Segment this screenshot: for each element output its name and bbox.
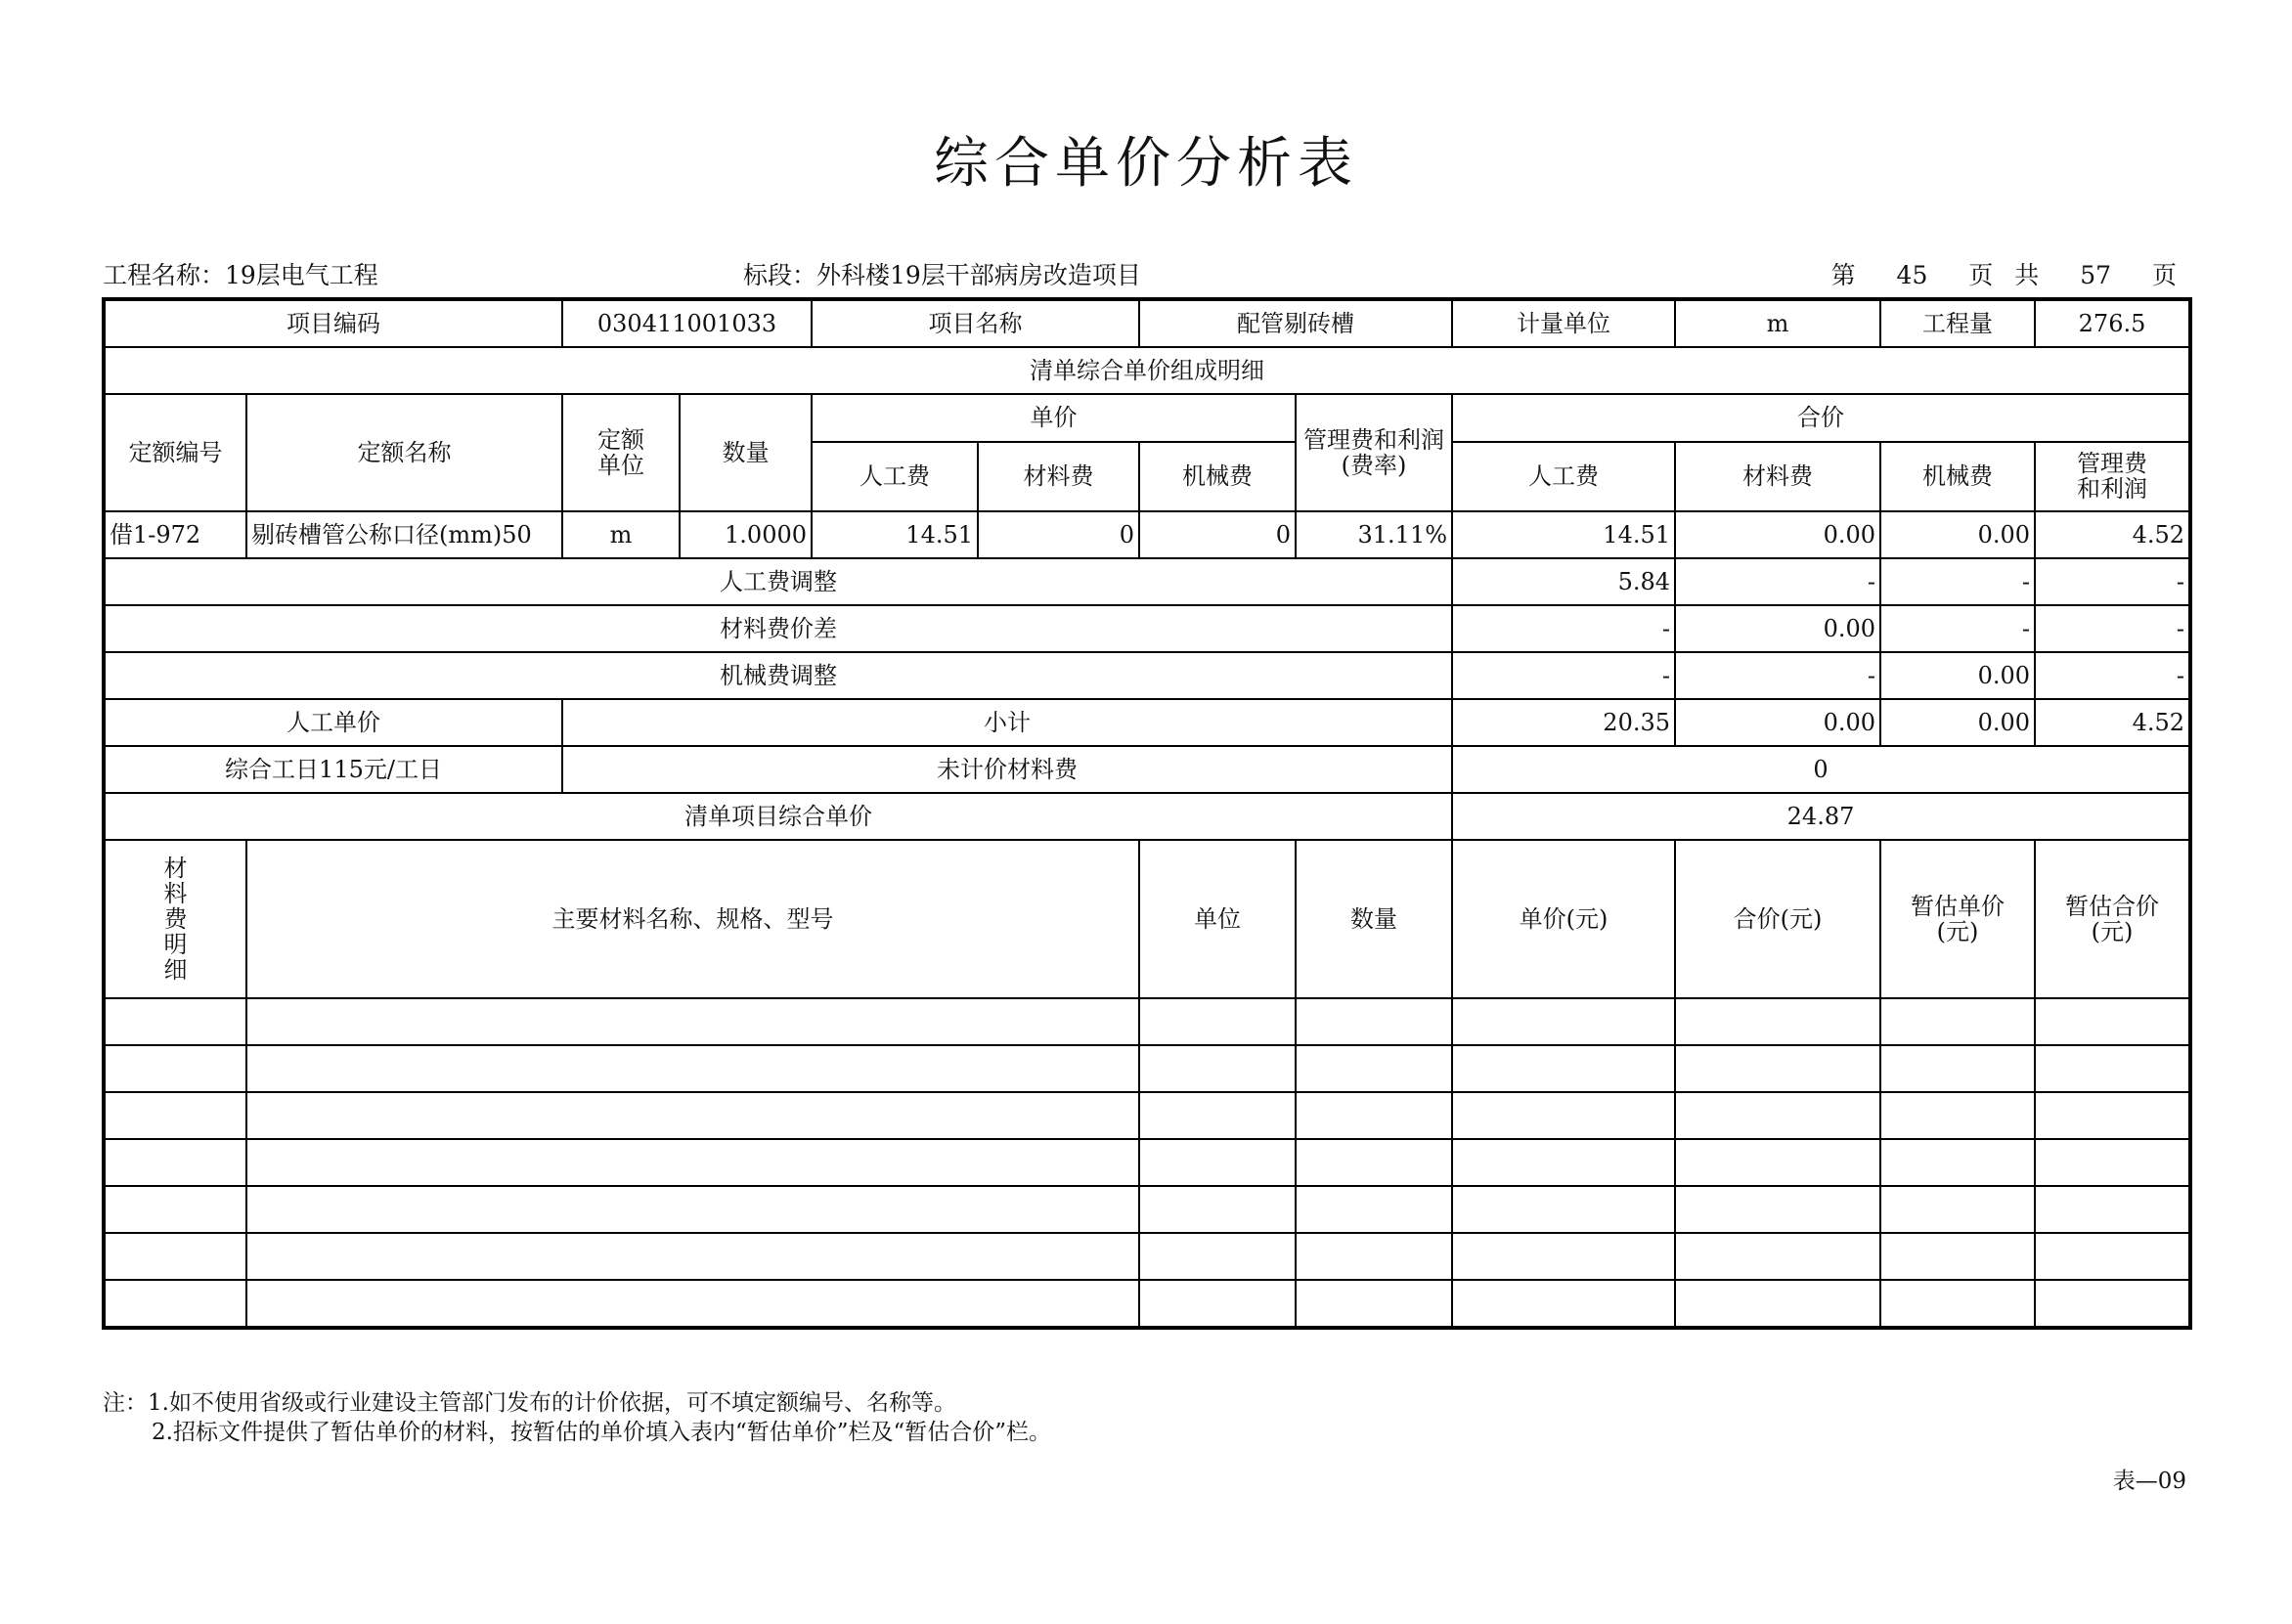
total-labor: 14.51 [1452,511,1675,558]
material-row [104,1280,2190,1328]
adjust-mgmt: - [2035,652,2190,699]
subtotal-labor: 20.35 [1452,699,1675,746]
subtotal-machine: 0.00 [1880,699,2035,746]
material-row [104,1092,2190,1139]
material-qty: 数量 [1296,840,1452,998]
item-name-label: 项目名称 [812,299,1139,347]
adjust-labor: - [1452,652,1675,699]
col-mgmt-rate: 管理费和利润(费率) [1296,394,1452,511]
adjust-mgmt: - [2035,605,2190,652]
material-row [104,1045,2190,1092]
adjust-material: - [1675,558,1880,605]
item-code: 030411001033 [562,299,812,347]
detail-title: 清单综合单价组成明细 [104,347,2190,394]
col-t-machine: 机械费 [1880,442,2035,511]
quota-code: 借1-972 [104,511,246,558]
col-quantity: 数量 [680,394,812,511]
unpriced-value: 0 [1452,746,2190,793]
total-machine: 0.00 [1880,511,2035,558]
notes [103,1388,1051,1447]
item-qty: 276.5 [2035,299,2190,347]
adjust-row-material [104,605,2190,652]
total-mgmt: 4.52 [2035,511,2190,558]
col-unit-price: 单价 [812,394,1296,442]
adjust-label: 人工费调整 [104,558,1452,605]
quota-qty: 1.0000 [680,511,812,558]
page-mid: 页 共 [1968,261,2040,289]
adjust-label: 材料费价差 [104,605,1452,652]
unpriced-label: 未计价材料费 [562,746,1452,793]
detail-title-row [104,347,2190,394]
page-suffix: 页 [2151,261,2177,289]
material-row [104,1186,2190,1233]
col-machine: 机械费 [1139,442,1296,511]
page-total: 57 [2080,261,2112,289]
labor-unit-value: 综合工日115元/工日 [104,746,562,793]
note-2: 2.招标文件提供了暂估单价的材料，按暂估的单价填入表内“暂估单价”栏及“暂估合价”栏。 [152,1420,1051,1445]
adjust-label: 机械费调整 [104,652,1452,699]
material-est-total: 暂估合价(元) [2035,840,2190,998]
unit-price-analysis-table [102,297,2192,1330]
item-info-row [104,299,2190,347]
note-1: 注：1.如不使用省级或行业建设主管部门发布的计价依据，可不填定额编号、名称等。 [103,1390,956,1416]
unit-material: 0 [978,511,1139,558]
adjust-row-machine [104,652,2190,699]
section-name: 标段：外科楼19层干部病房改造项目 [743,261,1141,289]
material-row [104,998,2190,1045]
material-total: 合价(元) [1675,840,1880,998]
item-qty-label: 工程量 [1880,299,2035,347]
item-unit-label: 计量单位 [1452,299,1675,347]
subtotal-mgmt: 4.52 [2035,699,2190,746]
unit-machine: 0 [1139,511,1296,558]
page-number: 45 [1896,261,1928,289]
adjust-machine: - [1880,558,2035,605]
column-header-row-1 [104,394,2190,442]
adjust-machine: 0.00 [1880,652,2035,699]
subtotal-row [104,699,2190,746]
adjust-labor: 5.84 [1452,558,1675,605]
col-quota-name: 定额名称 [246,394,562,511]
page-indicator [1822,258,2186,293]
material-price: 单价(元) [1452,840,1675,998]
adjust-material: 0.00 [1675,605,1880,652]
composite-row [104,793,2190,840]
material-name-spec: 主要材料名称、规格、型号 [246,840,1139,998]
quota-row [104,511,2190,558]
labor-unit-label: 人工单价 [104,699,562,746]
material-row [104,1233,2190,1280]
material-est-price: 暂估单价(元) [1880,840,2035,998]
page-title: 综合单价分析表 [934,132,1358,196]
quota-name: 剔砖槽管公称口径(mm)50 [246,511,562,558]
col-labor: 人工费 [812,442,978,511]
subtotal-label: 小计 [562,699,1452,746]
col-material: 材料费 [978,442,1139,511]
total-material: 0.00 [1675,511,1880,558]
col-t-mgmt: 管理费和利润 [2035,442,2190,511]
col-total-price: 合价 [1452,394,2190,442]
mgmt-rate: 31.11% [1296,511,1452,558]
adjust-labor: - [1452,605,1675,652]
col-t-labor: 人工费 [1452,442,1675,511]
page-prefix: 第 [1830,261,1856,289]
unit-labor: 14.51 [812,511,978,558]
project-name: 工程名称：19层电气工程 [103,261,378,289]
composite-value: 24.87 [1452,793,2190,840]
material-row [104,1139,2190,1186]
col-quota-unit: 定额单位 [562,394,680,511]
material-header-row [104,840,2190,998]
composite-label: 清单项目综合单价 [104,793,1452,840]
material-unit: 单位 [1139,840,1296,998]
adjust-row-labor [104,558,2190,605]
adjust-material: - [1675,652,1880,699]
unpriced-row [104,746,2190,793]
item-name: 配管剔砖槽 [1139,299,1452,347]
subtotal-material: 0.00 [1675,699,1880,746]
adjust-mgmt: - [2035,558,2190,605]
material-side-label: 材料费明细 [104,840,246,998]
quota-unit: m [562,511,680,558]
item-code-label: 项目编码 [104,299,562,347]
adjust-machine: - [1880,605,2035,652]
col-t-material: 材料费 [1675,442,1880,511]
item-unit: m [1675,299,1880,347]
col-quota-code: 定额编号 [104,394,246,511]
table-code: 表—09 [2112,1469,2186,1494]
